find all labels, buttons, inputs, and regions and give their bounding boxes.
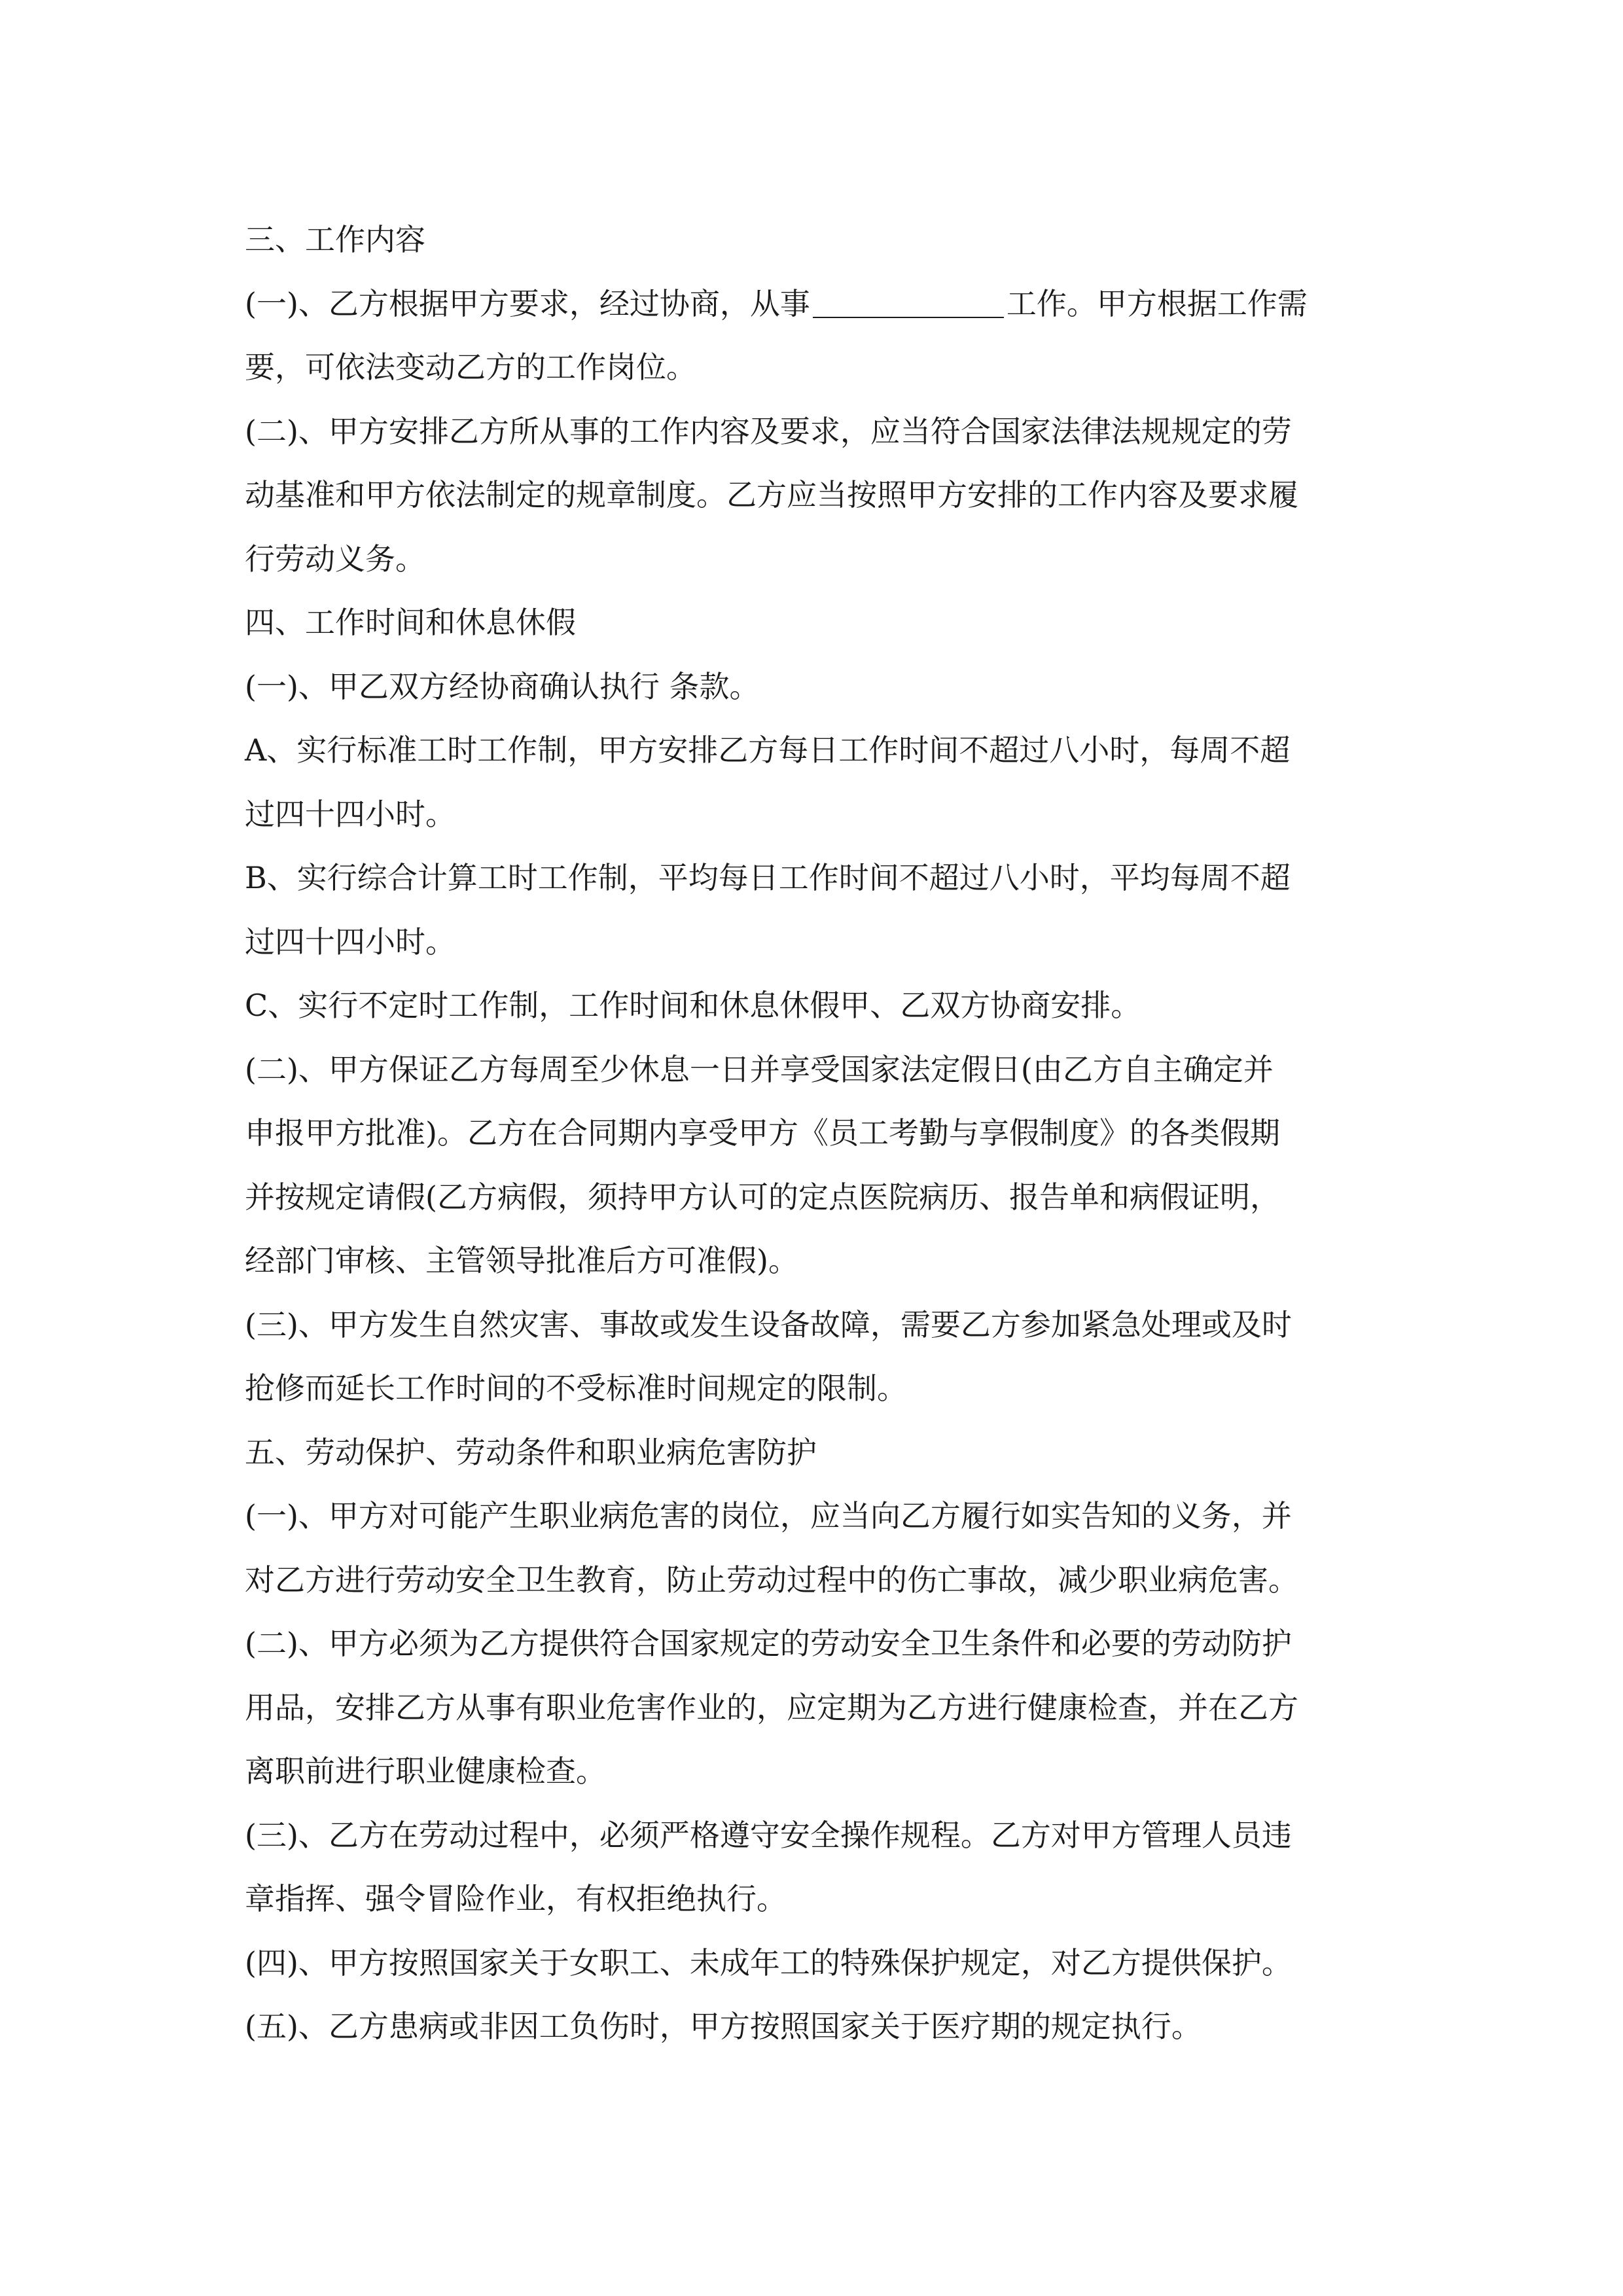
paragraph-line: 过四十四小时。 bbox=[245, 796, 455, 832]
paragraph-line: (二)、甲方保证乙方每周至少休息一日并享受国家法定假日(由乙方自主确定并 bbox=[245, 1051, 1274, 1087]
section-heading-labor-protection: 五、劳动保护、劳动条件和职业病危害防护 bbox=[245, 1434, 817, 1470]
paragraph-line: 经部门审核、主管领导批准后方可准假)。 bbox=[245, 1243, 798, 1278]
paragraph-line: (五)、乙方患病或非因工负伤时，甲方按照国家关于医疗期的规定执行。 bbox=[245, 2009, 1202, 2044]
paragraph-text: 工作。甲方根据工作需 bbox=[1006, 285, 1308, 321]
section-heading-work-hours: 四、工作时间和休息休假 bbox=[245, 605, 576, 640]
fill-in-blank bbox=[813, 287, 1004, 318]
paragraph-line: (一)、甲方对可能产生职业病危害的岗位，应当向乙方履行如实告知的义务，并 bbox=[245, 1498, 1292, 1534]
section-heading-work-content: 三、工作内容 bbox=[245, 222, 425, 257]
paragraph-line: 抢修而延长工作时间的不受标准时间规定的限制。 bbox=[245, 1371, 907, 1406]
paragraph-line: 申报甲方批准)。乙方在合同期内享受甲方《员工考勤与享假制度》的各类假期 bbox=[245, 1115, 1280, 1151]
paragraph-line: (三)、乙方在劳动过程中，必须严格遵守安全操作规程。乙方对甲方管理人员违 bbox=[245, 1817, 1292, 1853]
paragraph-line: 要，可依法变动乙方的工作岗位。 bbox=[245, 350, 696, 385]
paragraph-line bbox=[245, 272, 1397, 336]
paragraph-line: A、实行标准工时工作制，甲方安排乙方每日工作时间不超过八小时，每周不超 bbox=[245, 732, 1291, 768]
paragraph-line: (三)、甲方发生自然灾害、事故或发生设备故障，需要乙方参加紧急处理或及时 bbox=[245, 1306, 1292, 1342]
paragraph-line: (二)、甲方必须为乙方提供符合国家规定的劳动安全卫生条件和必要的劳动防护 bbox=[245, 1626, 1292, 1661]
paragraph-line: 行劳动义务。 bbox=[245, 541, 425, 577]
paragraph-line: 用品，安排乙方从事有职业危害作业的，应定期为乙方进行健康检查，并在乙方 bbox=[245, 1689, 1298, 1725]
paragraph-line: 并按规定请假(乙方病假，须持甲方认可的定点医院病历、报告单和病假证明， bbox=[245, 1179, 1280, 1215]
paragraph-line: B、实行综合计算工时工作制，平均每日工作时间不超过八小时，平均每周不超 bbox=[245, 860, 1291, 895]
paragraph-line: 过四十四小时。 bbox=[245, 924, 455, 960]
paragraph-line: 章指挥、强令冒险作业，有权拒绝执行。 bbox=[245, 1881, 787, 1916]
paragraph-line: 动基准和甲方依法制定的规章制度。乙方应当按照甲方安排的工作内容及要求履 bbox=[245, 477, 1298, 512]
document-body bbox=[245, 208, 1397, 2059]
paragraph-line: (一)、甲乙双方经协商确认执行 条款。 bbox=[245, 668, 760, 704]
paragraph-line: (四)、甲方按照国家关于女职工、未成年工的特殊保护规定，对乙方提供保护。 bbox=[245, 1945, 1292, 1981]
paragraph-line: C、实行不定时工作制，工作时间和休息休假甲、乙双方协商安排。 bbox=[245, 988, 1141, 1023]
paragraph-line: 离职前进行职业健康检查。 bbox=[245, 1753, 606, 1789]
paragraph-text: (一)、乙方根据甲方要求，经过协商，从事 bbox=[245, 285, 810, 321]
paragraph-line: 对乙方进行劳动安全卫生教育，防止劳动过程中的伤亡事故，减少职业病危害。 bbox=[245, 1562, 1298, 1598]
paragraph-line: (二)、甲方安排乙方所从事的工作内容及要求，应当符合国家法律法规规定的劳 bbox=[245, 413, 1292, 449]
